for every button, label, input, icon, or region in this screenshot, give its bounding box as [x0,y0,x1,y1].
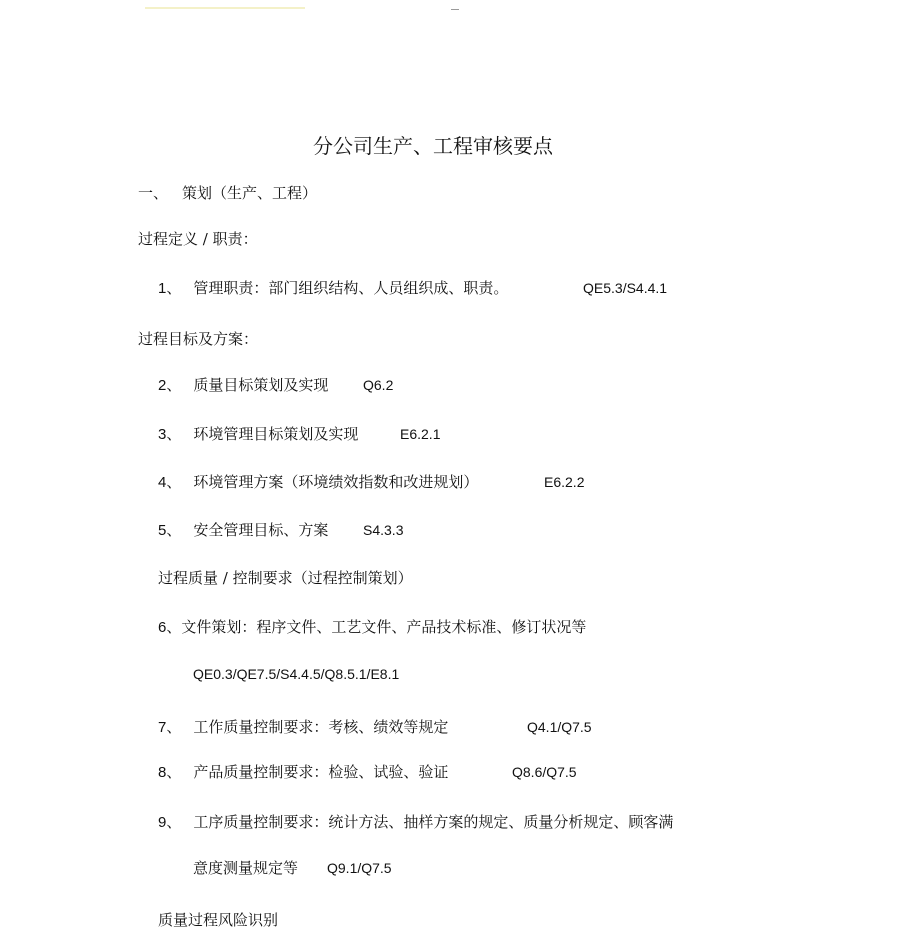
section-heading [138,183,317,203]
list-item [158,762,448,783]
item-reference-code: E6.2.2 [544,474,585,490]
item-reference-code: Q6.2 [363,377,394,393]
item-reference-code: QE0.3/QE7.5/S4.4.5/Q8.5.1/E8.1 [193,666,400,682]
item-number: 1、 [158,280,182,297]
item-number: 9、 [158,814,182,831]
list-item [158,375,328,396]
item-text: 工序质量控制要求：统计方法、抽样方案的规定、质量分析规定、顾客满 [193,813,674,831]
list-item [158,278,508,299]
header-accent-line [145,7,305,9]
item-number: 5、 [158,522,182,539]
list-item [158,472,478,493]
item-number: 6、 [158,619,182,636]
item-text: 安全管理目标、方案 [193,521,329,539]
subheading-risk-identification: 质量过程风险识别 [158,911,279,929]
item-reference-code: Q9.1/Q7.5 [327,860,392,876]
item-reference-code: S4.3.3 [363,522,404,538]
item-text: 质量目标策划及实现 [193,376,329,394]
item-text: 产品质量控制要求：检验、试验、验证 [193,763,449,781]
subheading-process-quality: 过程质量 / 控制要求（过程控制策划） [158,569,413,587]
item-text: 环境管理方案（环境绩效指数和改进规划） [193,473,479,491]
item-text: 环境管理目标策划及实现 [193,425,359,443]
list-item [158,520,328,541]
item-text: 管理职责：部门组织结构、人员组织成、职责。 [193,279,509,297]
subheading-process-definition: 过程定义 / 职责： [138,230,258,248]
item-number: 8、 [158,764,182,781]
section-number: 一、 [138,184,169,202]
item-text: 文件策划：程序文件、工艺文件、产品技术标准、修订状况等 [181,618,587,636]
section-title: 策划（生产、工程） [182,184,318,202]
item-number: 3、 [158,426,182,443]
item-continuation: 意度测量规定等 [193,859,299,877]
item-number: 4、 [158,474,182,491]
list-item [158,617,586,638]
list-item [158,812,673,833]
item-reference-code: E6.2.1 [400,426,441,442]
item-number: 2、 [158,377,182,394]
item-reference-code: Q8.6/Q7.5 [512,764,577,780]
item-reference-code: QE5.3/S4.4.1 [583,280,668,296]
item-number: 7、 [158,719,182,736]
item-text: 工作质量控制要求：考核、绩效等规定 [193,718,449,736]
header-mark [451,9,459,10]
document-title: 分公司生产、工程审核要点 [313,134,553,158]
list-item [158,424,358,445]
item-reference-code: Q4.1/Q7.5 [527,719,592,735]
subheading-process-goals: 过程目标及方案： [138,330,259,348]
list-item [158,717,448,738]
